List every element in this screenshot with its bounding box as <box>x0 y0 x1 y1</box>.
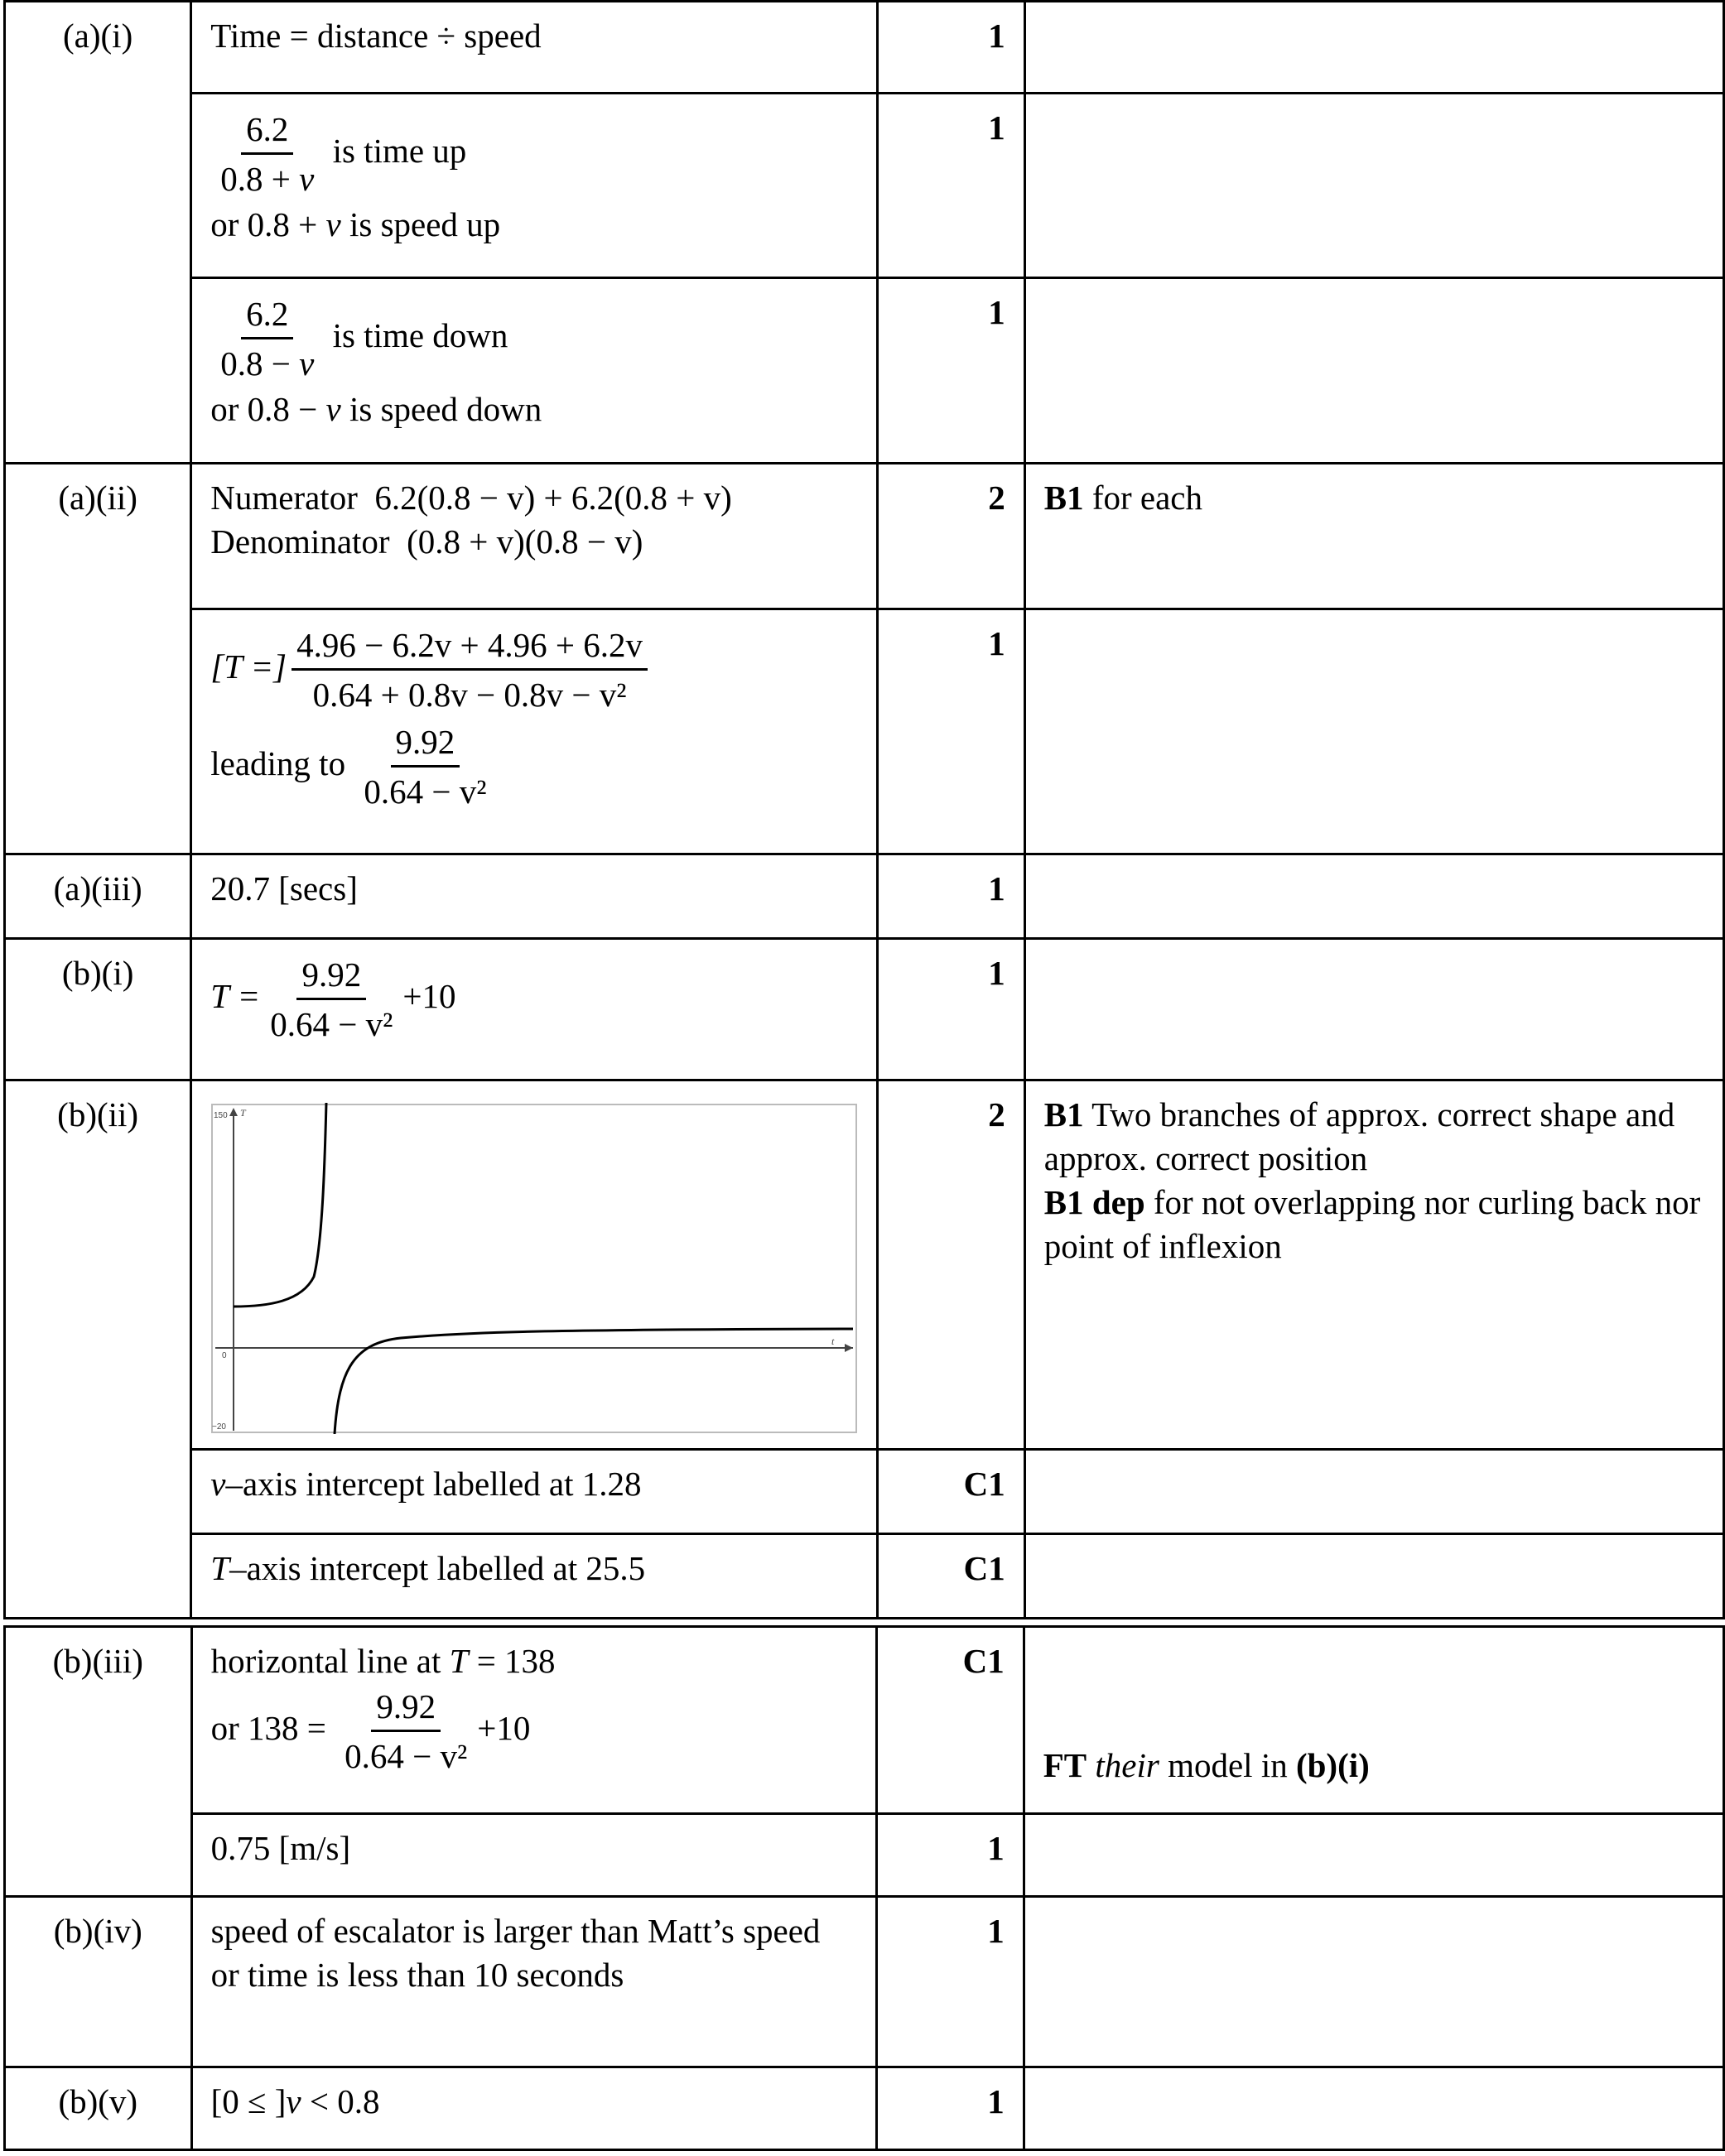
mark-cell: 1 <box>877 2067 1024 2150</box>
mark-cell: 1 <box>878 939 1025 1080</box>
mark-cell: 2 <box>878 1080 1025 1450</box>
mark-cell: 1 <box>878 278 1025 464</box>
answer-cell: T–axis intercept labelled at 25.5 <box>191 1534 878 1619</box>
y-top-label: 150 <box>214 1111 228 1120</box>
guidance-cell <box>1024 94 1723 278</box>
guidance-cell <box>1024 1897 1723 2067</box>
table-row <box>5 464 1724 609</box>
guidance-cell <box>1024 1450 1723 1534</box>
table-row <box>5 1897 1724 2067</box>
part-label: (a)(iii) <box>5 854 191 939</box>
part-label: (a)(ii) <box>5 464 191 854</box>
table-row <box>5 1080 1724 1450</box>
guidance-cell <box>1024 278 1723 464</box>
part-label: (b)(ii) <box>5 1080 191 1619</box>
part-label: (b)(i) <box>5 939 191 1080</box>
guidance-cell <box>1024 854 1723 939</box>
table-row <box>5 1814 1724 1897</box>
mark-cell: 1 <box>878 854 1025 939</box>
guidance-cell <box>1024 939 1723 1080</box>
table-row <box>5 94 1724 278</box>
mark-cell: 1 <box>878 94 1025 278</box>
answer-cell: [T =] $\frac{4.96 - 6.2v + 4.96 + 6.2v}{\text{0.64 + 0.8v − 0.8v − v²}}$ leading to $\frac{9.92}{\text{0.64 − v²}}$ <box>191 609 878 854</box>
table-row <box>5 1627 1724 1814</box>
answer-cell: speed of escalator is larger than Matt’s speed or time is less than 10 seconds <box>191 1897 876 2067</box>
answer-cell: $\frac{6.2}{0.8 + v}$ is time up or 0.8 + v is speed up <box>191 94 878 278</box>
guidance-cell <box>1024 1534 1723 1619</box>
mark-cell: C1 <box>878 1534 1025 1619</box>
y-axis-label: T <box>240 1107 246 1119</box>
fraction: $\frac{9.92}{\text{0.64 − v²}}$ <box>359 719 491 816</box>
answer-cell: 20.7 [secs] <box>191 854 878 939</box>
answer-cell: 0.75 [m/s] <box>191 1814 876 1897</box>
guidance-cell <box>1024 609 1723 854</box>
mark-cell: 1 <box>877 1897 1024 2067</box>
answer-cell: horizontal line at T = 138 or 138 = $\frac{9.92}{\text{0.64 − v²}}$ +10 <box>191 1627 876 1814</box>
guidance-cell <box>1024 1814 1723 1897</box>
mark-cell: 1 <box>877 1814 1024 1897</box>
sketch-graph <box>210 1103 858 1434</box>
guidance-cell <box>1024 2067 1723 2150</box>
answer-cell: T = $\frac{9.92}{\text{0.64 − v²}}$ +10 <box>191 939 878 1080</box>
table-row <box>5 609 1724 854</box>
fraction: $\frac{9.92}{\text{0.64 − v²}}$ <box>340 1683 472 1780</box>
part-label: (b)(iv) <box>5 1897 192 2067</box>
answer-cell: [0 ≤ ]v < 0.8 <box>191 2067 876 2150</box>
guidance-cell <box>1024 2 1723 94</box>
markscheme-table-2 <box>3 1625 1725 2151</box>
markscheme-table-1 <box>3 0 1725 1619</box>
y-bottom-label: −20 <box>212 1422 227 1432</box>
part-label: (b)(iii) <box>5 1627 192 1897</box>
guidance-cell: B1 for each <box>1024 464 1723 609</box>
guidance-cell: FT their model in (b)(i) <box>1024 1627 1723 1814</box>
part-label: (b)(v) <box>5 2067 192 2150</box>
guidance-cell: B1 Two branches of approx. correct shape and approx. correct position B1 dep for not overlapping nor curling back nor point of inflexion <box>1024 1080 1723 1450</box>
mark-cell: 2 <box>878 464 1025 609</box>
table-row <box>5 2 1724 94</box>
answer-cell <box>191 1080 878 1450</box>
answer-cell: Time = distance ÷ speed <box>191 2 878 94</box>
answer-cell: $\frac{6.2}{0.8 - v}$ is time down or 0.8 − v is speed down <box>191 278 878 464</box>
table-row <box>5 278 1724 464</box>
table-row <box>5 854 1724 939</box>
part-label: (a)(i) <box>5 2 191 464</box>
answer-cell: v–axis intercept labelled at 1.28 <box>191 1450 878 1534</box>
mark-cell: 1 <box>878 2 1025 94</box>
fraction: $\frac{6.2}{0.8 + v}$ <box>215 106 319 203</box>
fraction: $\frac{4.96 - 6.2v + 4.96 + 6.2v}{\text{0.64 + 0.8v − 0.8v − v²}}$ <box>292 622 648 719</box>
mark-cell: C1 <box>877 1627 1024 1814</box>
table-row <box>5 1534 1724 1619</box>
table-row <box>5 2067 1724 2150</box>
mark-cell: C1 <box>878 1450 1025 1534</box>
fraction: $\frac{9.92}{\text{0.64 − v²}}$ <box>265 951 398 1048</box>
answer-cell: Numerator 6.2(0.8 − v) + 6.2(0.8 + v) Denominator (0.8 + v)(0.8 − v) <box>191 464 878 609</box>
y-zero-label: 0 <box>222 1351 227 1360</box>
mark-cell: 1 <box>878 609 1025 854</box>
fraction: $\frac{6.2}{0.8 - v}$ <box>215 291 319 387</box>
table-row <box>5 1450 1724 1534</box>
x-axis-label: t <box>831 1335 835 1347</box>
table-row <box>5 939 1724 1080</box>
